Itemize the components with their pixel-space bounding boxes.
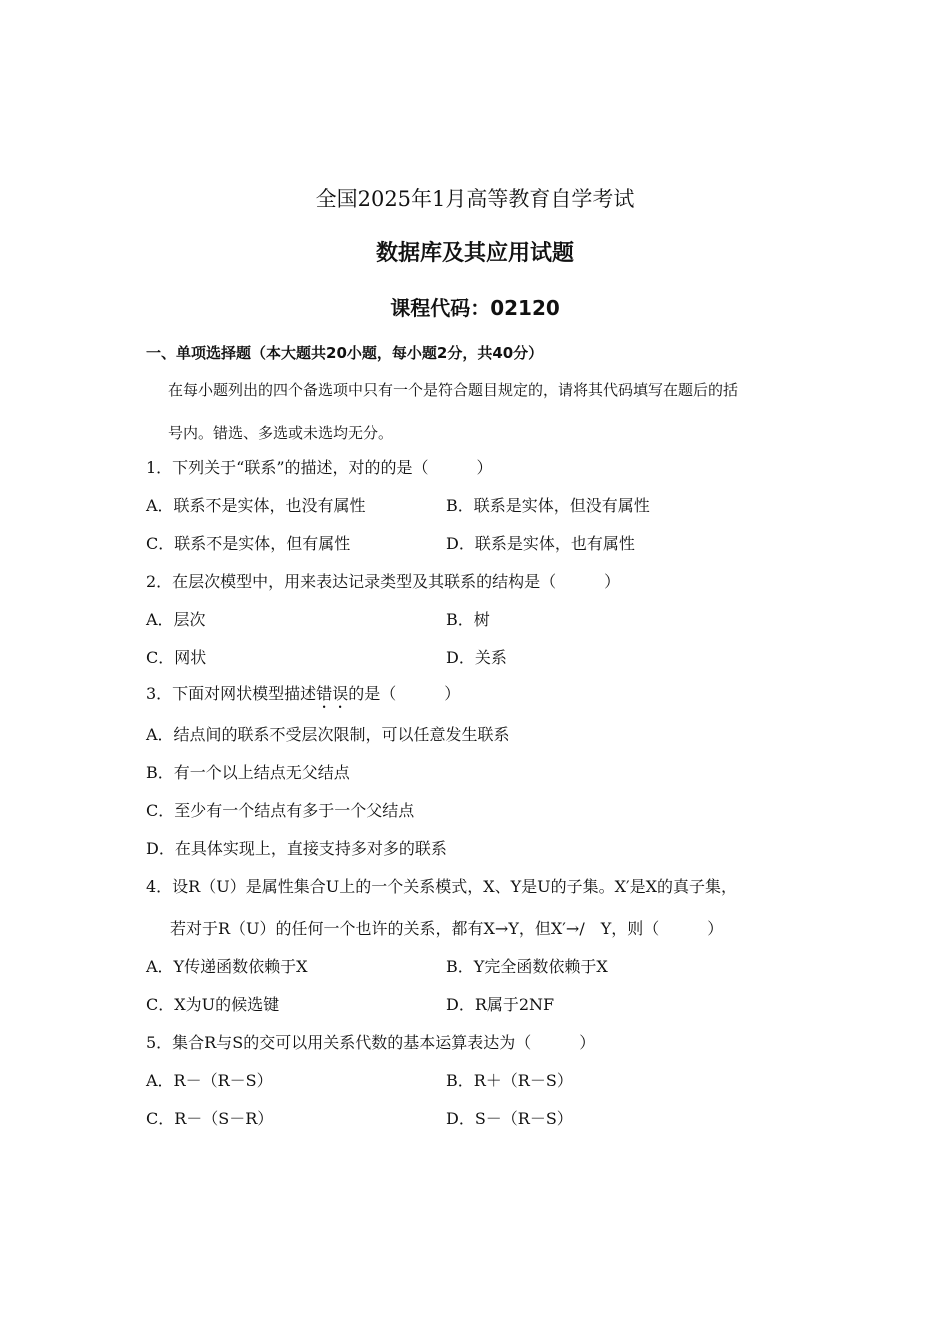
question-4-option-c: C．X为U的候选键: [146, 995, 280, 1014]
question-1-option-c: C．联系不是实体，但有属性: [146, 534, 351, 553]
question-1-option-a: A．联系不是实体，也没有属性: [146, 496, 366, 515]
section-heading: 一、单项选择题（本大题共20小题，每小题2分，共40分）: [146, 344, 544, 362]
question-3-stem-suffix: 的是（ ）: [348, 684, 461, 703]
question-2-option-a: A．层次: [146, 610, 206, 629]
question-3-option-a: A．结点间的联系不受层次限制，可以任意发生联系: [146, 725, 510, 744]
question-3-option-b: B．有一个以上结点无父结点: [146, 763, 350, 782]
question-4-option-d: D．R属于2NF: [446, 995, 555, 1014]
question-5-option-c: C．R－（S－R）: [146, 1109, 274, 1128]
question-1-option-d: D．联系是实体，也有属性: [446, 534, 635, 553]
question-2-stem: 2．在层次模型中，用来表达记录类型及其联系的结构是（ ）: [146, 572, 621, 591]
question-1-stem: 1．下列关于“联系”的描述，对的的是（ ）: [146, 458, 493, 477]
subject-title: 数据库及其应用试题: [375, 241, 574, 266]
question-3-option-c: C．至少有一个结点有多于一个父结点: [146, 801, 415, 820]
instruction-line-2: 号内。错选、多选或未选均无分。: [168, 424, 394, 442]
question-5-stem: 5．集合R与S的交可以用关系代数的基本运算表达为（ ）: [146, 1033, 596, 1052]
exam-title: 全国2025年1月高等教育自学考试: [315, 187, 635, 211]
question-5-option-d: D．S－（R－S）: [446, 1109, 573, 1128]
question-4-stem-line-1: 4．设R（U）是属性集合U上的一个关系模式，X、Y是U的子集。X′是X的真子集，: [146, 877, 738, 896]
question-3-stem-emphasis: 错误: [316, 684, 349, 703]
question-5-option-a: A．R－（R－S）: [146, 1071, 273, 1090]
question-1-option-b: B．联系是实体，但没有属性: [446, 496, 650, 515]
question-3-stem-prefix: 3．下面对网状模型描述: [146, 684, 317, 703]
question-2-option-c: C．网状: [146, 648, 207, 667]
question-4-stem-line-2: 若对于R（U）的任何一个也许的关系，都有X→Y，但X′→/ Y，则（ ）: [170, 919, 724, 938]
course-code: 课程代码：02120: [390, 296, 560, 320]
question-3-stem: [146, 684, 460, 712]
question-2-option-b: B．树: [446, 610, 490, 629]
question-5-option-b: B．R＋（R－S）: [446, 1071, 573, 1090]
question-4-option-a: A．Y传递函数依赖于X: [146, 957, 308, 976]
question-2-option-d: D．关系: [446, 648, 507, 667]
question-4-option-b: B．Y完全函数依赖于X: [446, 957, 608, 976]
question-3-option-d: D．在具体实现上，直接支持多对多的联系: [146, 839, 447, 858]
instruction-line-1: 在每小题列出的四个备选项中只有一个是符合题目规定的，请将其代码填写在题后的括: [168, 381, 739, 399]
